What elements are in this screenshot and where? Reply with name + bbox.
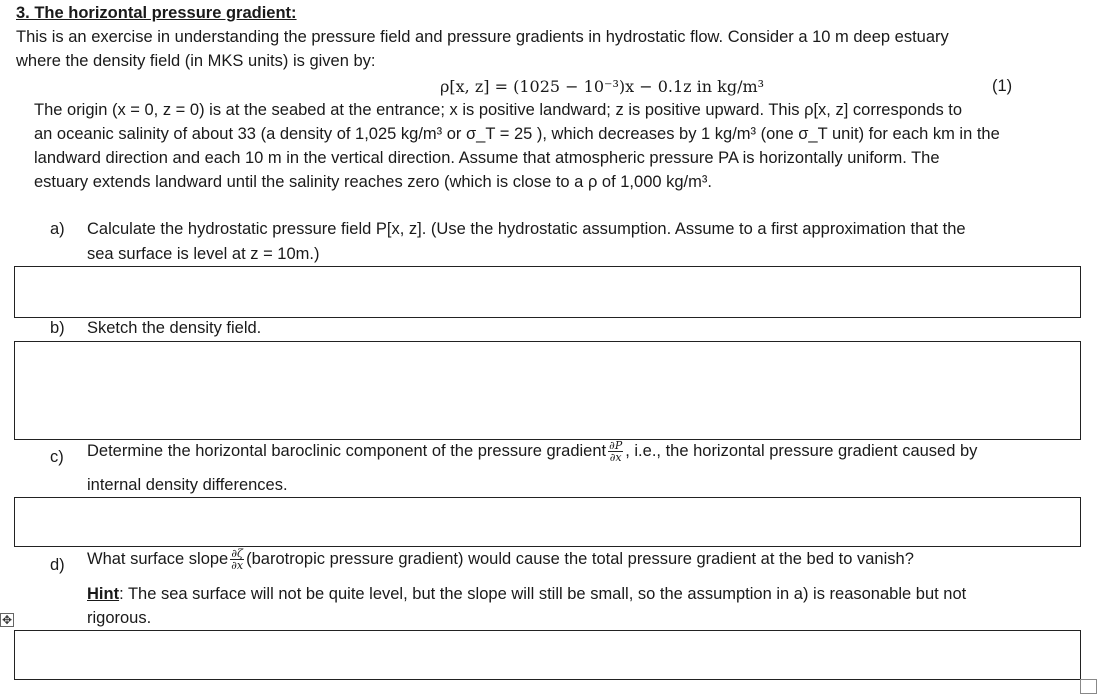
move-handle-icon[interactable]: ✥ bbox=[1, 613, 13, 627]
hint-text: : The sea surface will not be quite level, but the slope will still be small, so the assumption in a) is reasonable but not bbox=[119, 585, 967, 603]
equation-number: (1) bbox=[992, 77, 1013, 95]
paragraph-line-3: landward direction and each 10 m in the vertical direction. Assume that atmospheric pressure PA is horizontally uniform. The bbox=[34, 149, 940, 167]
fraction-numerator: ∂ζ bbox=[231, 547, 244, 560]
fraction-numerator: ∂P bbox=[609, 439, 623, 452]
question-a-line-2: sea surface is level at z = 10m.) bbox=[87, 245, 320, 263]
section-heading: 3. The horizontal pressure gradient: bbox=[16, 4, 297, 22]
answer-box-c[interactable] bbox=[14, 497, 1081, 547]
answer-box-d[interactable] bbox=[14, 630, 1081, 680]
question-d-label: d) bbox=[50, 556, 65, 574]
question-d-text-post: (barotropic pressure gradient) would cause the total pressure gradient at the bed to vanish? bbox=[246, 550, 914, 568]
intro-line-1: This is an exercise in understanding the pressure field and pressure gradients in hydrostatic flow. Consider a 10 m deep estuary bbox=[16, 28, 949, 46]
question-c-text-post: , i.e., the horizontal pressure gradient caused by bbox=[625, 442, 978, 460]
partial-p-partial-x-fraction bbox=[608, 440, 623, 463]
paragraph-line-2: an oceanic salinity of about 33 (a density of 1,025 kg/m³ or σ_T = 25 ), which decreases by 1 kg/m³ (one σ_T unit) for each km in the bbox=[34, 125, 1000, 143]
question-a-line-1: Calculate the hydrostatic pressure field P[x, z]. (Use the hydrostatic assumption. Assume to a first approximation that the bbox=[87, 220, 966, 238]
question-a-label: a) bbox=[50, 220, 65, 238]
question-c-line-1 bbox=[87, 440, 977, 463]
question-d-line-3: rigorous. bbox=[87, 609, 152, 627]
hint-label: Hint bbox=[87, 585, 120, 603]
fraction-denominator: ∂x bbox=[609, 451, 622, 464]
question-c-label: c) bbox=[50, 448, 64, 466]
question-b-line-1: Sketch the density field. bbox=[87, 319, 262, 337]
question-d-line-1 bbox=[87, 548, 914, 571]
paragraph-line-1: The origin (x = 0, z = 0) is at the seabed at the entrance; x is positive landward; z is positive upward. This ρ[x, z] corresponds to bbox=[34, 101, 963, 119]
density-equation: ρ[x, z] = (1025 − 10⁻³)x − 0.1z in kg/m³ bbox=[440, 77, 765, 96]
answer-box-a[interactable] bbox=[14, 266, 1081, 318]
question-c-line-2: internal density differences. bbox=[87, 476, 288, 494]
partial-zeta-partial-x-fraction bbox=[230, 548, 244, 571]
resize-handle-icon[interactable] bbox=[1080, 679, 1097, 694]
intro-line-2: where the density field (in MKS units) is given by: bbox=[16, 52, 376, 70]
paragraph-line-4: estuary extends landward until the salinity reaches zero (which is close to a ρ of 1,000 kg/m³. bbox=[34, 173, 712, 191]
question-b-label: b) bbox=[50, 319, 65, 337]
question-d-text-pre: What surface slope bbox=[87, 550, 229, 568]
question-d-hint bbox=[87, 585, 966, 604]
question-c-text-pre: Determine the horizontal baroclinic component of the pressure gradient bbox=[87, 442, 607, 460]
fraction-denominator: ∂x bbox=[231, 559, 244, 572]
answer-box-b[interactable] bbox=[14, 341, 1081, 440]
